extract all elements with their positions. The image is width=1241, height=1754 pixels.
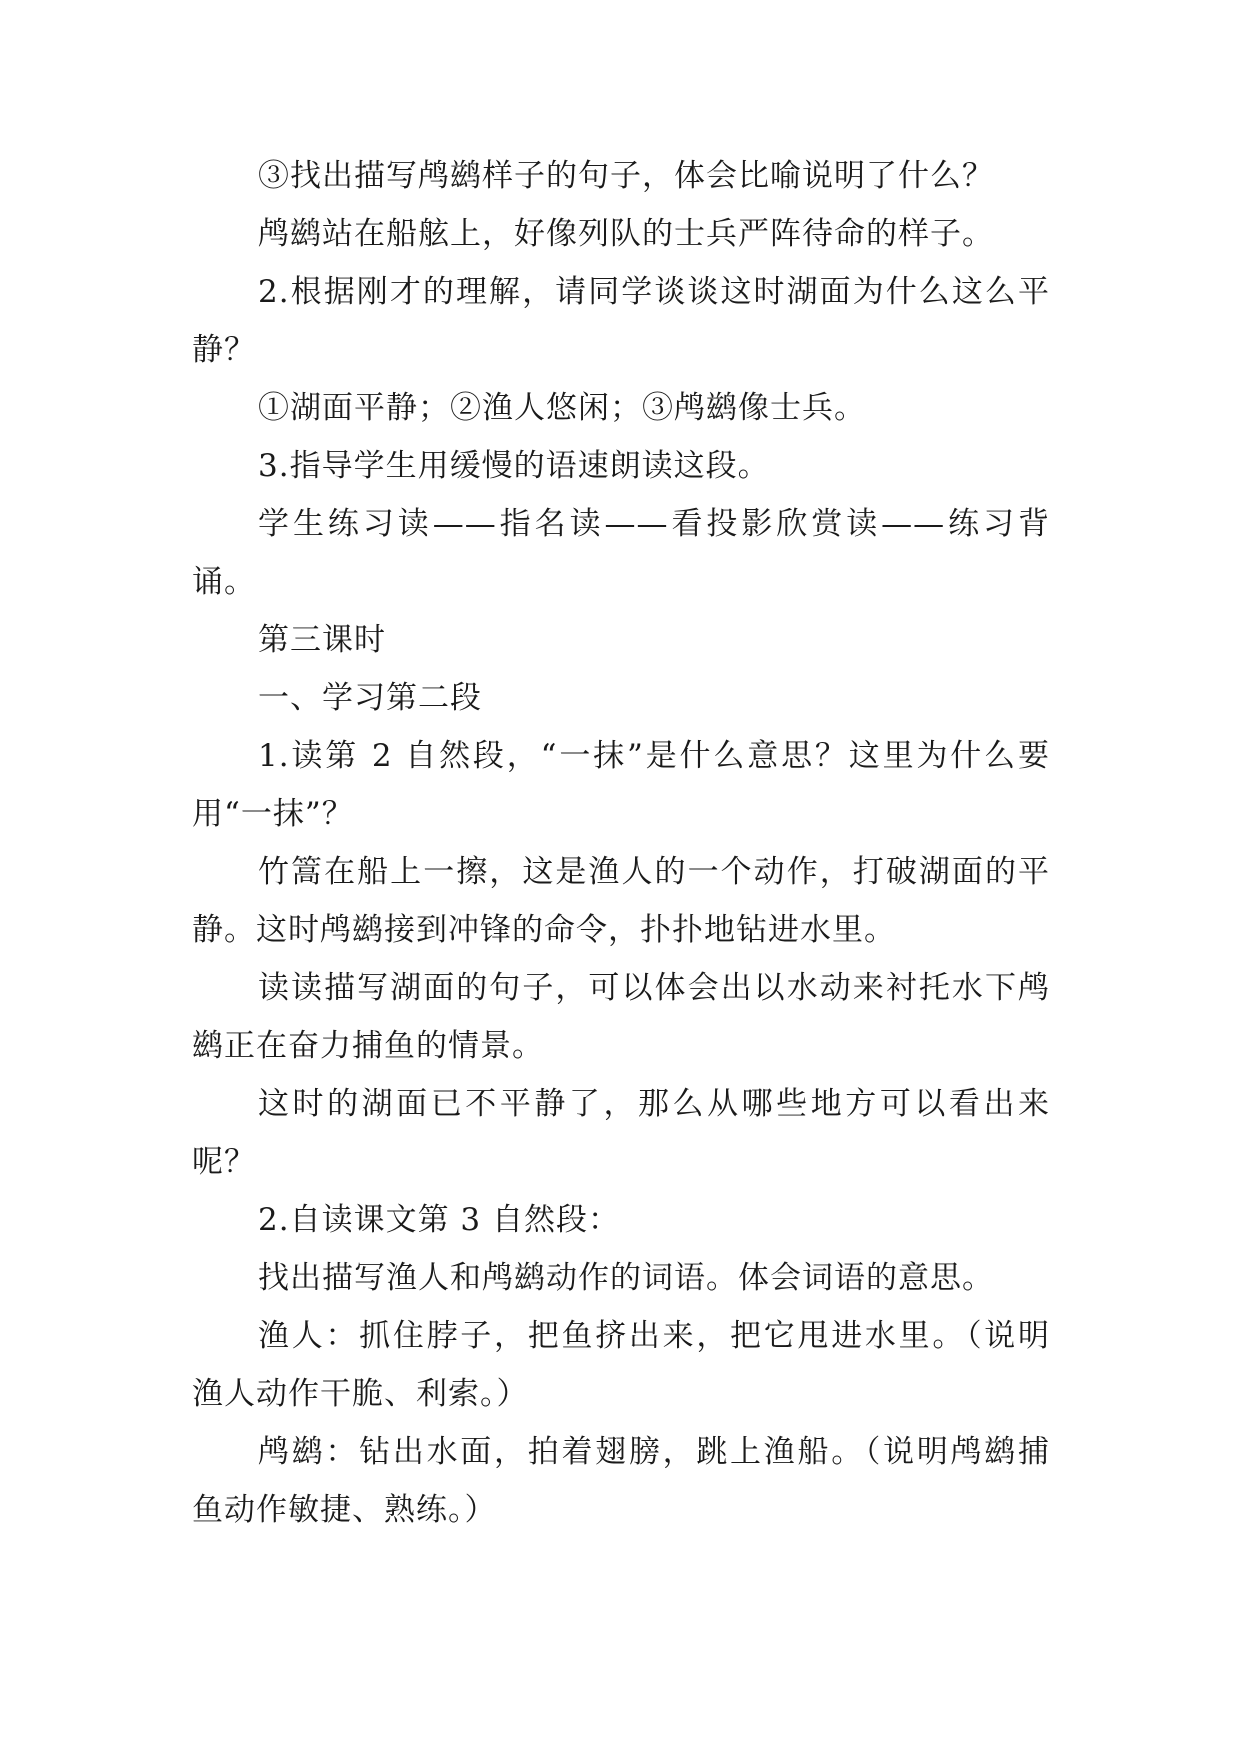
- text-line: 学生练习读——指名读——看投影欣赏读——练习背: [258, 506, 1050, 542]
- text-line: 这时的湖面已不平静了，那么从哪些地方可以看出来: [258, 1086, 1050, 1122]
- text-line: 鸬鹚：钻出水面，拍着翅膀，跳上渔船。（说明鸬鹚捕: [258, 1434, 1050, 1470]
- section-heading: 一、学习第二段: [258, 680, 482, 716]
- text-line: 找出描写渔人和鸬鹚动作的词语。体会词语的意思。: [258, 1260, 994, 1296]
- text-line: 鹚正在奋力捕鱼的情景。: [192, 1028, 544, 1064]
- text-line: 读读描写湖面的句子，可以体会出以水动来衬托水下鸬: [258, 970, 1050, 1006]
- text-line: 1.读第 2 自然段，“一抹”是什么意思？这里为什么要: [258, 738, 1050, 774]
- text-line: 竹篙在船上一擦，这是渔人的一个动作，打破湖面的平: [258, 854, 1050, 890]
- text-line: 2.自读课文第 3 自然段：: [258, 1202, 621, 1238]
- text-line: 2.根据刚才的理解，请同学谈谈这时湖面为什么这么平: [258, 274, 1050, 310]
- text-line: 鱼动作敏捷、熟练。）: [192, 1492, 497, 1528]
- text-line: 静。这时鸬鹚接到冲锋的命令，扑扑地钻进水里。: [192, 912, 896, 948]
- text-line: 静？: [192, 332, 256, 368]
- section-heading: 第三课时: [258, 622, 386, 658]
- text-line: ①湖面平静；②渔人悠闲；③鸬鹚像士兵。: [258, 390, 866, 426]
- text-line: 渔人动作干脆、利索。）: [192, 1376, 529, 1412]
- text-line: 3.指导学生用缓慢的语速朗读这段。: [258, 448, 770, 484]
- text-line: 用“一抹”？: [192, 796, 354, 832]
- text-line: 呢？: [192, 1144, 256, 1180]
- text-line: ③找出描写鸬鹚样子的句子，体会比喻说明了什么？: [258, 158, 994, 194]
- text-line: 渔人：抓住脖子，把鱼挤出来，把它甩进水里。（说明: [258, 1318, 1050, 1354]
- text-line: 诵。: [192, 564, 256, 600]
- text-line: 鸬鹚站在船舷上，好像列队的士兵严阵待命的样子。: [258, 216, 994, 252]
